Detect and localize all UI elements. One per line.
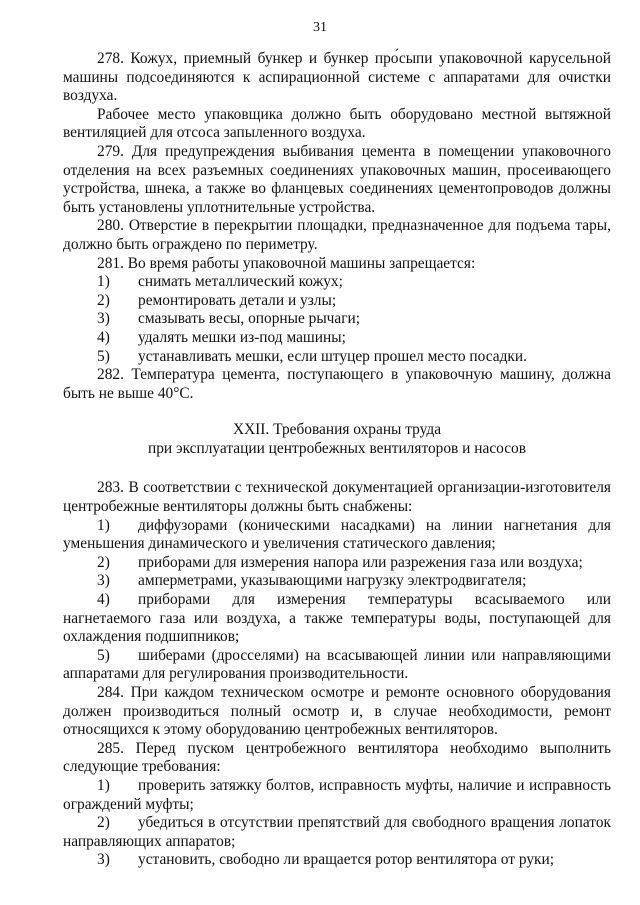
section-heading-line2: при эксплуатации центробежных вентиляторов и насосов [147,439,527,457]
list-item-number: 5) [97,646,110,664]
list-item-number: 2) [97,291,110,309]
paragraph-280: 280. Отверстие в перекрытии площадки, предназначенное для подъема тары, должно быть ограждено по периметру. [63,217,611,253]
list-item-number: 3) [97,572,110,590]
list-item-text: смазывать весы, опорные рычаги; [138,310,361,328]
list-item-text: снимать металлический кожух; [138,273,343,291]
list-item-number: 4) [97,591,110,609]
paragraph-281: 281. Во время работы упаковочной машины запрещается: [97,254,476,272]
list-item-text: установить, свободно ли вращается ротор вентилятора от руки; [138,851,555,869]
list-item-text: приборами для измерения температуры всасываемого или нагнетаемого газа или воздуха, а также температуры воды, поступающей для охлаждения подшипников; [63,591,611,646]
list-item [63,814,611,851]
list-item [63,348,611,367]
list-item [63,851,611,870]
paragraph-278: 278. Кожух, приемный бункер и бункер про́сыпи упаковочной карусельной машины подсоединяются к аспирационной системе с аппаратами для очистки воздуха. [63,50,611,105]
list-item-number: 3) [97,851,110,869]
list-item-number: 5) [97,347,110,365]
list-item [63,310,611,329]
paragraph-279: 279. Для предупреждения выбивания цемента в помещении упаковочного отделения на всех разъемных соединениях упаковочных машин, просеивающего устройства, шнека, а также во фланцевых соединениях цементопроводов должны быть установлены уплотнительные устройства. [63,142,611,216]
list-item [63,292,611,311]
list-item-number: 4) [97,328,110,346]
list-item-text: амперметрами, указывающими нагрузку электродвигателя; [138,572,527,590]
paragraph-285: 285. Перед пуском центробежного вентилятора необходимо выполнить следующие требования: [63,739,611,776]
list-item [63,329,611,348]
list-item [63,554,611,573]
paragraph-284: 284. При каждом техническом осмотре и ремонте основного оборудования должен производиться полный осмотр и, в случае необходимости, ремонт относящихся к этому оборудованию центробежных вентиляторов. [63,684,611,739]
paragraph-278-cont: Рабочее место упаковщика должно быть оборудовано местной вытяжной вентиляцией для отсоса запыленного воздуха. [63,105,611,142]
list-item [63,273,611,292]
list-item-number: 1) [97,516,110,534]
list-item-text: удалять мешки из-под машины; [138,328,346,346]
list-item-text: проверить затяжку болтов, исправность муфты, наличие и исправность ограждений муфты; [63,776,611,813]
paragraph-282: 282. Температура цемента, поступающего в упаковочную машину, должна быть не выше 40°С. [63,366,611,402]
section-heading [63,421,611,458]
list-item-text: диффузорами (коническими насадками) на линии нагнетания для уменьшения динамического и увеличения статического давления; [63,516,611,553]
document-body [63,50,611,870]
list-item-number: 3) [97,310,110,328]
page-number: 31 [313,20,327,35]
list-item-text: шиберами (дросселями) на всасывающей линии или направляющими аппаратами для регулирования производительности. [63,646,611,683]
list-item-text: приборами для измерения напора или разрежения газа или воздуха; [138,553,583,571]
list-item [63,572,611,591]
list-item [63,517,611,554]
list-item-number: 2) [97,814,110,832]
list-item-text: устанавливать мешки, если штуцер прошел место посадки. [138,347,527,365]
list-item [63,647,611,684]
list-item [63,591,611,647]
paragraph-283: 283. В соответствии с технической документацией организации-изготовителя центробежные вентиляторы должны быть снабжены: [63,479,611,516]
list-item-text: убедиться в отсутствии препятствий для свободного вращения лопаток направляющих аппаратов; [63,814,611,850]
section-heading-line1: XXII. Требования охраны труда [232,421,442,439]
list-item-number: 1) [97,273,110,291]
list-item-number: 2) [97,553,110,571]
list-item-number: 1) [97,776,110,794]
list-item [63,777,611,814]
list-item-text: ремонтировать детали и узлы; [138,291,337,309]
